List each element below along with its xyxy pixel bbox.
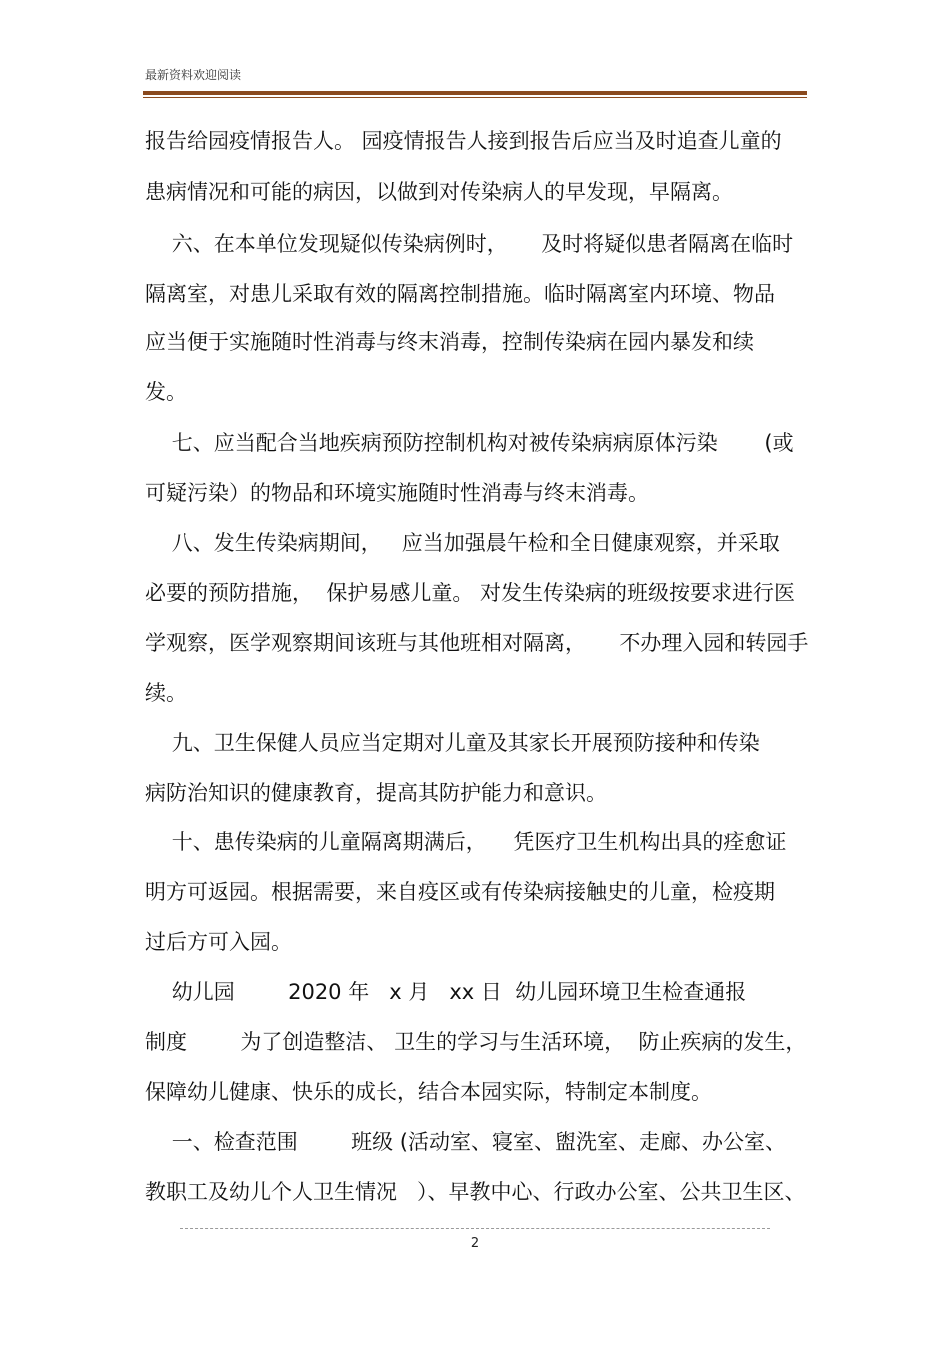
body-line: 八、发生传染病期间， 应当加强晨午检和全日健康观察，并采取 bbox=[145, 531, 780, 555]
body-line: 九、卫生保健人员应当定期对儿童及其家长开展预防接种和传染 bbox=[145, 731, 760, 755]
footer-rule bbox=[180, 1228, 770, 1229]
body-line: 六、在本单位发现疑似传染病例时， 及时将疑似患者隔离在临时 bbox=[145, 232, 794, 256]
body-line: 报告给园疫情报告人。 园疫情报告人接到报告后应当及时追查儿童的 bbox=[145, 129, 782, 153]
body-line: 可疑污染）的物品和环境实施随时性消毒与终末消毒。 bbox=[145, 481, 649, 505]
body-line: 应当便于实施随时性消毒与终末消毒，控制传染病在园内暴发和续 bbox=[145, 330, 754, 354]
body-line: 一、检查范围 班级 (活动室、寝室、盥洗室、走廊、办公室、 bbox=[145, 1130, 786, 1154]
body-line: 病防治知识的健康教育，提高其防护能力和意识。 bbox=[145, 781, 607, 805]
body-line: 必要的预防措施， 保护易感儿童。 对发生传染病的班级按要求进行医 bbox=[145, 581, 796, 605]
body-line: 过后方可入园。 bbox=[145, 930, 292, 954]
body-line: 隔离室，对患儿采取有效的隔离控制措施。临时隔离室内环境、物品 bbox=[145, 282, 775, 306]
body-line: 发。 bbox=[145, 380, 187, 404]
header-label: 最新资料欢迎阅读 bbox=[145, 68, 242, 82]
body-line: 制度 为了创造整洁、 卫生的学习与生活环境， 防止疾病的发生， bbox=[145, 1030, 807, 1054]
body-line: 学观察，医学观察期间该班与其他班相对隔离， 不办理入园和转园手 bbox=[145, 631, 809, 655]
header-rule-thin bbox=[143, 97, 807, 98]
body-line: 教职工及幼儿个人卫生情况 ）、早教中心、行政办公室、公共卫生区、 bbox=[145, 1180, 806, 1204]
body-line: 保障幼儿健康、快乐的成长，结合本园实际，特制定本制度。 bbox=[145, 1080, 712, 1104]
page-number: 2 bbox=[470, 1236, 480, 1251]
header-rule bbox=[143, 91, 807, 95]
body-line: 七、应当配合当地疾病预防控制机构对被传染病病原体污染 (或 bbox=[145, 431, 794, 455]
body-line: 患病情况和可能的病因，以做到对传染病人的早发现，早隔离。 bbox=[145, 180, 733, 204]
body-line: 续。 bbox=[145, 681, 187, 705]
body-line: 十、患传染病的儿童隔离期满后， 凭医疗卫生机构出具的痊愈证 bbox=[145, 830, 787, 854]
body-line: 幼儿园 2020 年 x 月 xx 日 幼儿园环境卫生检查通报 bbox=[145, 980, 747, 1004]
body-line: 明方可返园。根据需要，来自疫区或有传染病接触史的儿童，检疫期 bbox=[145, 880, 775, 904]
